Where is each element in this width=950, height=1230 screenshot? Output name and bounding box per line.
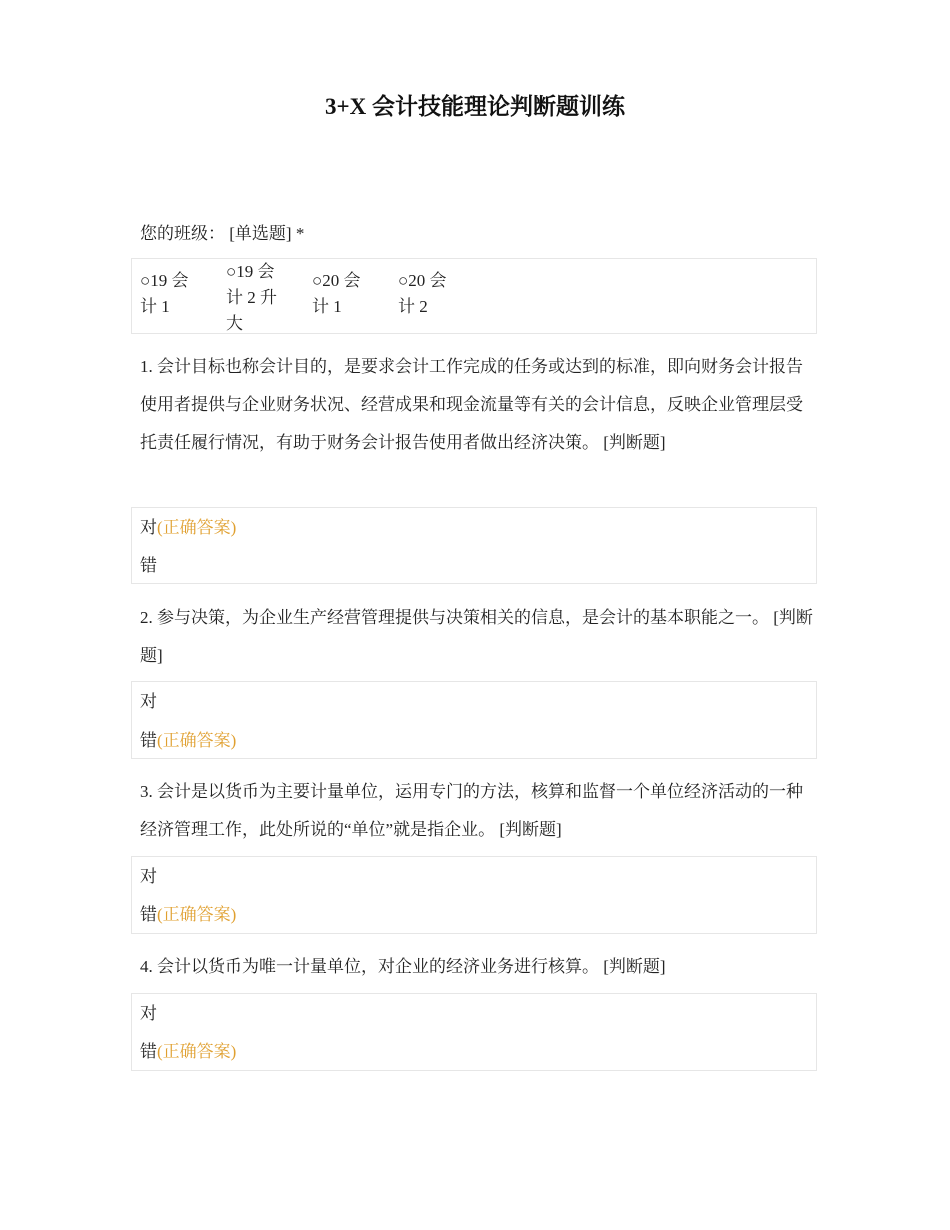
option-label: 对 xyxy=(140,692,157,711)
option-label: 对 xyxy=(140,1004,157,1023)
question-1-text: 1. 会计目标也称会计目的，是要求会计工作完成的任务或达到的标准，即向财务会计报告使用者提供与企业财务状况、经营成果和现金流量等有关的会计信息，反映企业管理层受托责任履行情况，有助于财务会计报告使用者做出经济决策。 [判断题] xyxy=(140,357,803,452)
correct-answer-marker: (正确答案) xyxy=(157,731,237,750)
question-4-option-true[interactable] xyxy=(140,1001,157,1027)
class-option-19-2[interactable]: ○19 会计 2 升大 xyxy=(226,262,277,333)
question-1-option-true[interactable] xyxy=(140,515,236,541)
class-option-20-2[interactable]: ○20 会计 2 xyxy=(398,271,447,316)
class-option-20-1[interactable]: ○20 会计 1 xyxy=(312,271,361,316)
correct-answer-marker: (正确答案) xyxy=(157,905,237,924)
question-2-text: 2. 参与决策，为企业生产经营管理提供与决策相关的信息，是会计的基本职能之一。 [判断题] xyxy=(140,608,813,665)
question-4-text: 4. 会计以货币为唯一计量单位，对企业的经济业务进行核算。 [判断题] xyxy=(140,957,666,976)
question-3-text: 3. 会计是以货币为主要计量单位，运用专门的方法，核算和监督一个单位经济活动的一种经济管理工作，此处所说的“单位”就是指企业。 [判断题] xyxy=(140,782,803,839)
class-question-label: 您的班级： [单选题] * xyxy=(140,224,305,243)
question-2-option-false[interactable] xyxy=(140,728,236,754)
option-label: 对 xyxy=(140,518,157,537)
page-title: 3+X 会计技能理论判断题训练 xyxy=(325,94,625,119)
class-options-box xyxy=(131,258,817,334)
option-label: 错 xyxy=(140,1042,157,1061)
question-3-answers xyxy=(131,856,817,934)
correct-answer-marker: (正确答案) xyxy=(157,518,237,537)
question-3-option-false[interactable] xyxy=(140,902,236,928)
question-3-option-true[interactable] xyxy=(140,864,157,890)
question-2-answers xyxy=(131,681,817,759)
question-1-option-false[interactable] xyxy=(140,553,157,579)
question-4-answers xyxy=(131,993,817,1071)
class-option-19-1[interactable]: ○19 会计 1 xyxy=(140,271,189,316)
question-2-option-true[interactable] xyxy=(140,689,157,715)
question-1-answers xyxy=(131,507,817,584)
option-label: 错 xyxy=(140,731,157,750)
option-label: 错 xyxy=(140,556,157,575)
correct-answer-marker: (正确答案) xyxy=(157,1042,237,1061)
option-label: 错 xyxy=(140,905,157,924)
question-4-option-false[interactable] xyxy=(140,1039,236,1065)
option-label: 对 xyxy=(140,867,157,886)
